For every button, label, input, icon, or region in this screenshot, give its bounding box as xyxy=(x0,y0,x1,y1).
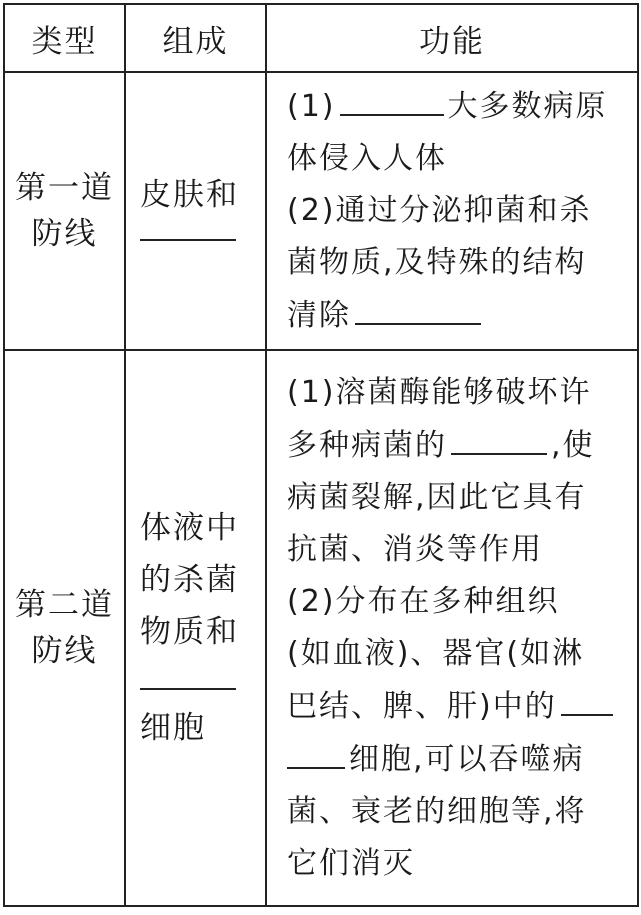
header-function: 功能 xyxy=(266,4,638,72)
header-composition: 组成 xyxy=(125,4,266,72)
function-line: (2)分布在多种组织 xyxy=(287,583,560,619)
fill-in-blank xyxy=(355,289,481,325)
function-line: (1)溶菌酶能够破坏许 xyxy=(287,374,592,410)
function-line: 体侵入人体 xyxy=(287,141,447,176)
table-row-second-defense xyxy=(4,350,638,906)
composition-text: 体液中 xyxy=(140,510,239,546)
function-line xyxy=(287,289,627,342)
function-line: 抗菌、消炎等作用 xyxy=(287,531,543,567)
type-cell-second xyxy=(4,350,125,906)
type-line: 第一道 xyxy=(15,170,114,206)
type-line: 防线 xyxy=(31,633,98,669)
function-line xyxy=(287,680,627,733)
header-type: 类型 xyxy=(4,4,125,72)
function-line xyxy=(287,80,627,133)
function-text: 多种病菌的 xyxy=(287,427,447,463)
function-line: 病菌裂解,因此它具有 xyxy=(287,479,587,515)
composition-text: 细胞 xyxy=(140,710,206,746)
function-text: 清除 xyxy=(287,298,351,333)
header-row xyxy=(4,4,638,72)
fill-in-blank xyxy=(140,688,236,690)
type-line: 第二道 xyxy=(15,587,114,623)
fill-in-blank xyxy=(561,680,613,716)
composition-text: 皮肤和 xyxy=(140,177,239,213)
composition-text: 物质和 xyxy=(140,614,239,650)
function-line: (2)通过分泌抑菌和杀 xyxy=(287,193,592,228)
function-text: 细胞,可以吞噬病 xyxy=(349,741,585,777)
table-row-first-defense xyxy=(4,72,638,350)
function-line xyxy=(287,419,627,472)
function-line: 它们消灭 xyxy=(287,845,415,881)
function-line: 菌、衰老的细胞等,将 xyxy=(287,793,587,829)
function-text: 大多数病原 xyxy=(447,89,608,124)
function-text: 巴结、脾、肝)中的 xyxy=(287,688,557,724)
fill-in-blank xyxy=(340,80,444,116)
function-text: ,使 xyxy=(551,427,595,463)
type-cell-first xyxy=(4,72,125,350)
immune-defense-table xyxy=(3,3,639,907)
composition-cell-second xyxy=(125,350,266,906)
type-line: 防线 xyxy=(31,216,98,252)
composition-text: 的杀菌 xyxy=(140,562,239,598)
fill-in-blank xyxy=(140,239,236,241)
fill-in-blank xyxy=(451,419,547,455)
composition-cell-first xyxy=(125,72,266,350)
function-cell-first xyxy=(266,72,638,350)
function-line: 菌物质,及特殊的结构 xyxy=(287,245,587,280)
function-line xyxy=(287,733,627,786)
function-text: (1) xyxy=(287,89,336,124)
function-line: (如血液)、器官(如淋 xyxy=(287,635,585,671)
function-cell-second xyxy=(266,350,638,906)
fill-in-blank xyxy=(287,733,345,769)
